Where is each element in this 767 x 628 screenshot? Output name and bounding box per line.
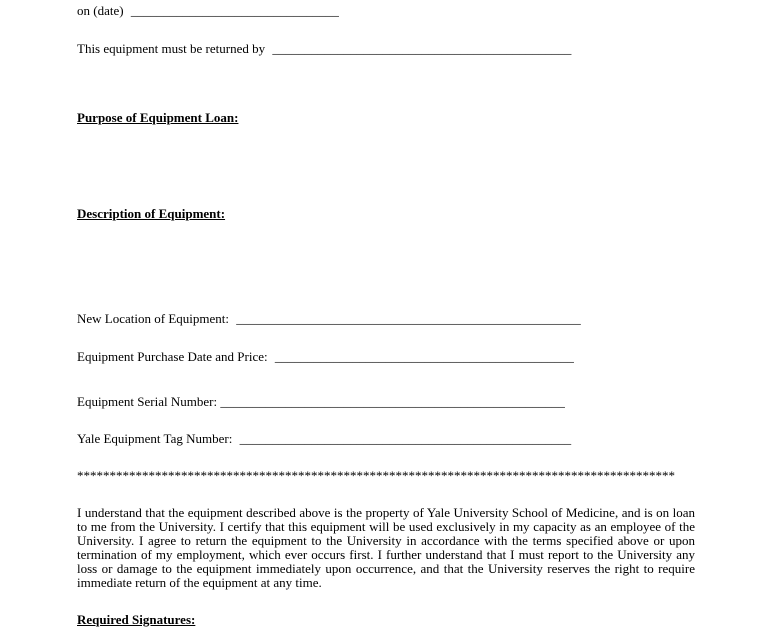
- purchase-date-price-line: [77, 349, 695, 365]
- return-by-blank: ______________________________________________: [272, 41, 572, 56]
- description-of-equipment-heading: Description of Equipment:: [77, 206, 226, 221]
- serial-number-line: [77, 394, 695, 410]
- serial-number-blank: _____________________________________________________: [220, 394, 565, 409]
- tag-number-label: Yale Equipment Tag Number:: [77, 431, 233, 446]
- on-date-line: [77, 3, 695, 19]
- on-date-label: on (date): [77, 3, 124, 18]
- serial-number-label: Equipment Serial Number:: [77, 394, 218, 409]
- return-by-line: [77, 41, 695, 57]
- purchase-date-price-blank: ______________________________________________: [274, 349, 574, 364]
- purpose-of-loan-heading: Purpose of Equipment Loan:: [77, 110, 239, 125]
- asterisk-separator: ********************************************************************************************: [77, 468, 675, 483]
- new-location-line: [77, 311, 695, 327]
- new-location-label: New Location of Equipment:: [77, 311, 229, 326]
- purchase-date-price-label: Equipment Purchase Date and Price:: [77, 349, 268, 364]
- required-signatures-heading: Required Signatures:: [77, 612, 196, 627]
- equipment-loan-form-page: [0, 3, 767, 627]
- on-date-blank: ________________________________: [130, 3, 339, 18]
- agreement-paragraph: I understand that the equipment described above is the property of Yale University School of Medicine, and is on loan to me from the University. I certify that this equipment will be used exclusively in my capacity as an employee of the University. I agree to return the equipment to the University in accordance with the terms specified above or upon termination of my employment, which ever occurs first. I further understand that I must report to the University any loss or damage to the equipment immediately upon occurrence, and that the University reserves the right to require immediate return of the equipment at any time.: [77, 505, 695, 590]
- new-location-blank: _____________________________________________________: [236, 311, 581, 326]
- tag-number-blank: ___________________________________________________: [239, 431, 572, 446]
- tag-number-line: [77, 431, 695, 447]
- return-by-label: This equipment must be returned by: [77, 41, 266, 56]
